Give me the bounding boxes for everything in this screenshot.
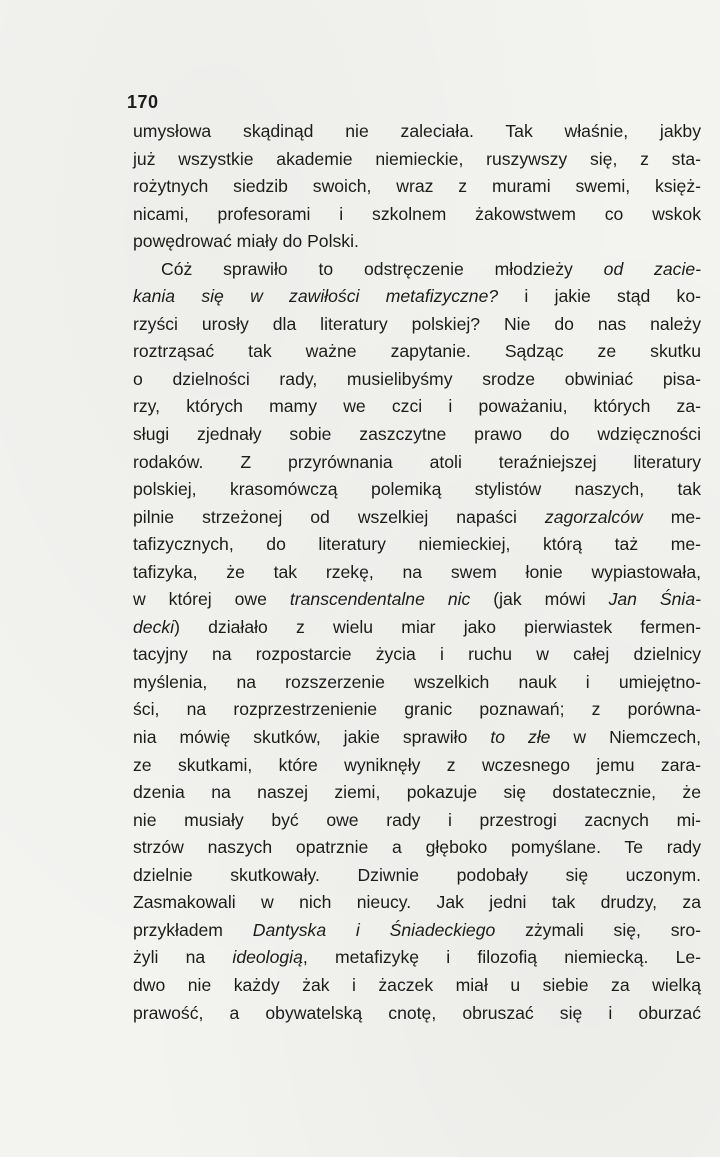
text-line: strzów naszych opatrznie a głęboko pomyślane. Te rady [133,837,701,858]
body-text [133,118,701,1027]
text-line: pilnie strzeżonej od wszelkiej napaści zagorzalców me- [133,506,702,527]
text-line: Cóż sprawiło to odstręczenie młodzieży od zacie- [161,258,701,279]
text-line: w której owe transcendentalne nic (jak mówi Jan Śnia- [133,589,701,610]
text-line: nicami, profesorami i szkolnem żakowstwem co wskok [133,203,701,224]
italic-phrase: kania się w zawiłości metafizyczne? [133,286,499,307]
text-line: kania się w zawiłości metafizyczne? i jakie stąd ko- [133,286,701,307]
text-line: dzielnie skutkowały. Dziwnie podobały się uczonym. [133,864,701,885]
text-line: rodaków. Z przyrównania atoli teraźniejszej literatury [133,451,701,472]
text-line: dwo nie każdy żak i żaczek miał u siebie za wielką [133,974,701,995]
italic-phrase: zagorzalców [544,506,643,527]
text-line: o dzielności rady, musielibyśmy srodze obwiniać pisa- [133,368,701,389]
text-line: nia mówię skutków, jakie sprawiło to złe w Niemczech, [133,727,702,748]
text-line: nie musiały być owe rady i przestrogi zacnych mi- [133,809,701,830]
text-line: powędrować miały do Polski. [133,231,359,252]
text-line: dzenia na naszej ziemi, pokazuje się dostatecznie, że [133,782,701,803]
text-line: rożytnych siedzib swoich, wraz z murami swemi, księż- [133,176,701,197]
text-line: tafizyka, że tak rzekę, na swem łonie wypiastowała, [133,561,701,582]
page-number: 170 [127,92,159,112]
text-line: umysłowa skądinąd nie zaleciała. Tak właśnie, jakby [133,121,701,141]
italic-phrase: od zacie- [603,258,701,279]
text-line: już wszystkie akademie niemieckie, ruszywszy się, z sta- [133,148,701,169]
text-line: żyli na ideologią, metafizykę i filozofią niemiecką. Le- [133,947,701,968]
italic-phrase: decki [133,616,175,637]
italic-phrase: Jan Śnia- [608,589,701,610]
text-line: myślenia, na rozszerzenie wszelkich nauk i umiejętno- [133,671,701,692]
text-line: decki) działało z wielu miar jako pierwiastek fermen- [133,616,701,637]
italic-phrase: ideologią [232,947,303,968]
italic-phrase: to złe [490,727,551,748]
text-line: rzy, których mamy we czci i poważaniu, których za- [133,396,701,417]
text-line: ści, na rozprzestrzenienie granic poznawań; z porówna- [133,699,701,720]
text-line: polskiej, krasomówczą polemiką stylistów naszych, tak [133,479,701,500]
text-line: przykładem Dantyska i Śniadeckiego zżymali się, sro- [133,919,701,940]
text-line: prawość, a obywatelską cnotę, obruszać się i oburzać [133,1002,701,1023]
italic-phrase: transcendentalne nic [289,589,471,610]
text-line: sługi zjednały sobie zaszczytne prawo do wdzięczności [133,424,701,445]
text-line: Zasmakowali w nich nieucy. Jak jedni tak drudzy, za [133,892,701,913]
italic-phrase: Dantyska i Śniadeckiego [252,919,496,940]
text-line: ze skutkami, które wyniknęły z wczesnego jemu zara- [133,754,701,775]
text-line: tafizycznych, do literatury niemieckiej, którą taż me- [133,534,701,555]
text-line: tacyjny na rozpostarcie życia i ruchu w całej dzielnicy [133,644,701,665]
text-line: rzyści urosły dla literatury polskiej? Nie do nas należy [133,313,701,334]
text-line: roztrząsać tak ważne zapytanie. Sądząc ze skutku [133,341,701,362]
